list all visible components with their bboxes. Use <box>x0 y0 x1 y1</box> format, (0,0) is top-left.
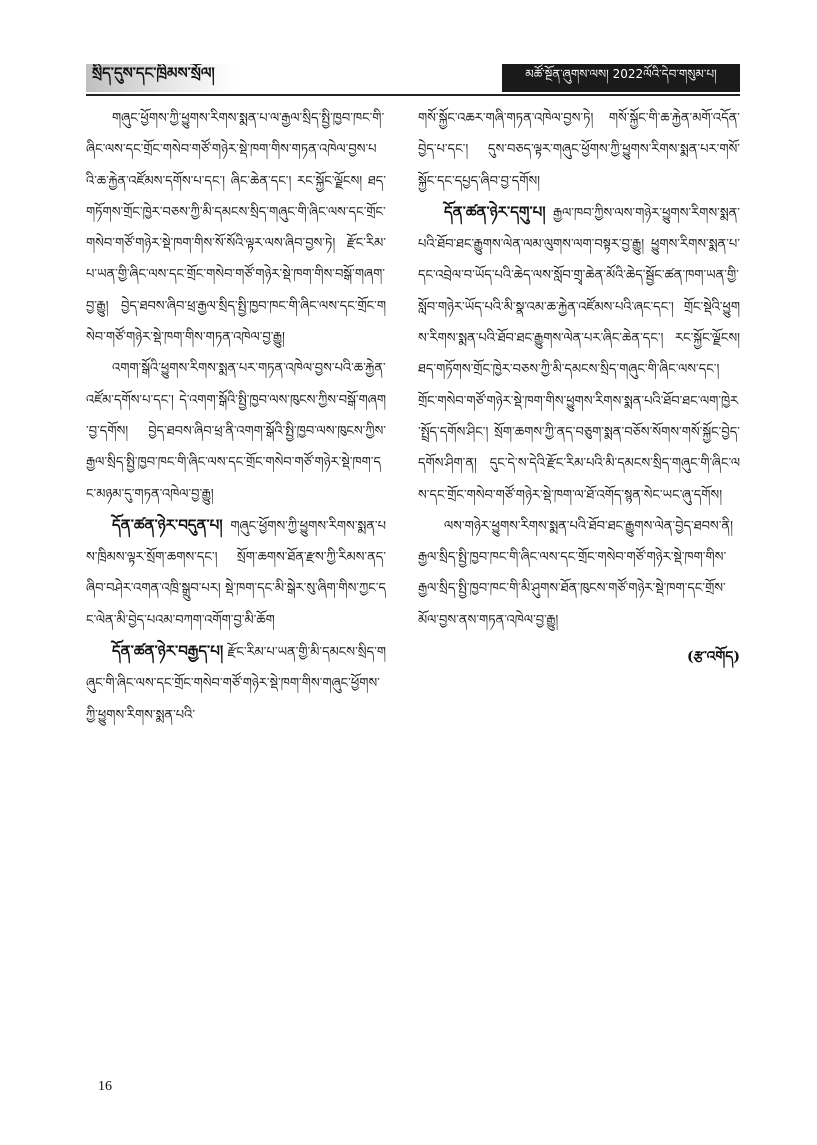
article-paragraph <box>86 510 386 636</box>
article-paragraph <box>86 636 386 731</box>
paragraph-text: གསོ་སྐྱོང་འཆར་གཞི་གཏན་འཁེལ་བྱས་ཏེ། གསོ་སྐྱོང་གི་ཆ་རྐྱེན་མགོ་འདོན་བྱེད་པ་དང་། དུས་བཅད་ལྟར་གཞུང་ཕྱོགས་ཀྱི་ཕྱུགས་རིགས་སྨན་པར་གསོ་སྐྱོང་དང་དཔྱད་ཞིབ་བྱ་དགོས། <box>418 111 740 189</box>
article-title: དོན་ཚན་ཉེར་བདུན་པ། <box>112 515 223 534</box>
publication-title: མཚོ་སྔོན་ཞུགས་ལས། 2022ལོའི་དེབ་གསུམ་པ། <box>502 64 740 92</box>
paragraph-text: ལས་གཉེར་ཕྱུགས་རིགས་སྨན་པའི་ཐོབ་ཐང་རྒྱུགས་ལེན་བྱེད་ཐབས་ནི། རྒྱལ་སྲིད་སྤྱི་ཁྱབ་ཁང་གི་ཞིང་ལས་དང་གྲོང་གསེབ་གཙོ་གཉེར་སྡེ་ཁག་གིས་རྒྱལ་སྲིད་སྤྱི་ཁྱབ་ཁང་གི་མི་ཤུགས་ཐོན་ཁུངས་གཙོ་གཉེར་སྡེ་ཁག་དང་གྲོས་མོལ་བྱས་ནས་གཏན་འཁེལ་བྱ་རྒྱུ། <box>418 518 733 628</box>
paragraph-text: གཞུང་ཕྱོགས་ཀྱི་ཕྱུགས་རིགས་སྨན་པས་ཁྲིམས་ལྟར་སྲོག་ཆགས་དང་། སྲོག་ཆགས་ཐོན་རྫས་ཀྱི་རིམས་ནད་ཞིབ་བཤེར་འགན་འཁྲི་སྒྲུབ་པར། སྡེ་ཁག་དང་མི་སྒེར་སུ་ཞིག་གིས་ཀྱང་དང་ལེན་མི་བྱེད་པའམ་བཀག་འགོག་བྱ་མི་ཆོག <box>86 518 386 628</box>
paragraph <box>86 103 386 353</box>
left-column <box>86 103 386 731</box>
paragraph-text: འགག་སྒོའི་ཕྱུགས་རིགས་སྨན་པར་གཏན་འཁེལ་བྱས་པའི་ཆ་རྐྱེན་འཛོམ་དགོས་པ་དང་། དེ་འགག་སྒོའི་སྤྱི་ཁྱབ་ལས་ཁུངས་ཀྱིས་བསྒོ་གཞག་བྱ་དགོས། བྱེད་ཐབས་ཞིབ་ཕྲ་ནི་འགག་སྒོའི་སྤྱི་ཁྱབ་ལས་ཁུངས་ཀྱིས་རྒྱལ་སྲིད་སྤྱི་ཁྱབ་ཁང་གི་ཞིང་ལས་དང་གྲོང་གསེབ་གཙོ་གཉེར་སྡེ་ཁག་དང་མཉམ་དུ་གཏན་འཁེལ་བྱ་རྒྱུ། <box>86 361 386 502</box>
paragraph <box>86 353 386 509</box>
paragraph-text: རྒྱལ་ཁབ་ཀྱིས་ལས་གཉེར་ཕྱུགས་རིགས་སྨན་པའི་ཐོབ་ཐང་རྒྱུགས་ལེན་ལམ་ལུགས་ལག་བསྟར་བྱ་རྒྱུ། ཕྱུགས་རིགས་སྨན་པ་དང་འབྲེལ་བ་ཡོད་པའི་ཆེད་ལས་སློབ་གྲྭ་ཆེན་མོའི་ཆེད་སྦྱོང་ཚན་ཁག་ཡན་གྱི་སློབ་གཉེར་ཡོད་པའི་མི་སྣ་འམ་ཆ་རྐྱེན་འཛོམས་པའི་ཞང་དང་། གྲོང་སྡེའི་ཕྱུགས་རིགས་སྨན་པའི་ཐོབ་ཐང་རྒྱུགས་ལེན་པར་ཞིང་ཆེན་དང་། རང་སྐྱོང་ལྗོངས། ཐད་གཏོགས་གྲོང་ཁྱེར་བཅས་ཀྱི་མི་དམངས་སྲིད་གཞུང་གི་ཞིང་ལས་དང་། གྲོང་གསེབ་གཙོ་གཉེར་སྡེ་ཁག་གིས་ཕྱུགས་རིགས་སྨན་པའི་ཐོབ་ཐང་ལག་ཁྱེར་སྤྲོད་དགོས་ཤིང་། སྲོག་ཆགས་ཀྱི་ནད་བཅུག་སྨན་བཅོས་སོགས་གསོ་སྐྱོང་བྱེད་དགོས་ཤིག་ན། དུང་དེ་ས་དེའི་རྫོང་རིམ་པའི་མི་དམངས་སྲིད་གཞུང་གི་ཞིང་ལས་དང་གྲོང་གསེབ་གཙོ་གཉེར་སྡེ་ཁག་ལ་ཐོ་འགོད་སྙན་སེང་ཡང་ཞུ་དགོས། <box>418 205 740 503</box>
header-rule <box>86 94 740 96</box>
source-signature: (རྩ་འགོད) <box>686 649 740 666</box>
paragraph <box>418 511 740 636</box>
article-paragraph <box>418 197 740 511</box>
running-header <box>86 64 740 94</box>
article-title: དོན་ཚན་ཉེར་དགུ་པ། <box>444 202 546 221</box>
article-title: དོན་ཚན་ཉེར་བརྒྱད་པ། <box>112 642 224 661</box>
paragraph-text: རྫོང་རིམ་པ་ཡན་གྱི་མི་དམངས་སྲིད་གཞུང་གི་ཞིང་ལས་དང་གྲོང་གསེབ་གཙོ་གཉེར་སྡེ་ཁག་གིས་གཞུང་ཕྱོགས་ཀྱི་ཕྱུགས་རིགས་སྨན་པའི་ <box>86 645 386 723</box>
paragraph-continuation <box>418 103 740 197</box>
paragraph-text: གཞུང་ཕྱོགས་ཀྱི་ཕྱུགས་རིགས་སྨན་པ་ལ་རྒྱལ་སྲིད་སྤྱི་ཁྱབ་ཁང་གི་ཞིང་ལས་དང་གྲོང་གསེབ་གཙོ་གཉེར་སྡེ་ཁག་གིས་གཏན་འཁེལ་བྱས་པའི་ཆ་རྐྱེན་འཛོམས་དགོས་པ་དང་། ཞིང་ཆེན་དང་། རང་སྐྱོང་ལྗོངས། ཐད་གཏོགས་གྲོང་ཁྱེར་བཅས་ཀྱི་མི་དམངས་སྲིད་གཞུང་གི་ཞིང་ལས་དང་གྲོང་གསེབ་གཙོ་གཉེར་སྡེ་ཁག་གིས་སོ་སོའི་ལྟར་ལས་ཞིབ་བྱས་ཏེ། རྫོང་རིམ་པ་ཡན་གྱི་ཞིང་ལས་དང་གྲོང་གསེབ་གཙོ་གཉེར་སྡེ་ཁག་གིས་བསྒོ་གཞག་བྱ་རྒྱུ། བྱེད་ཐབས་ཞིབ་ཕྲ་རྒྱལ་སྲིད་སྤྱི་ཁྱབ་ཁང་གི་ཞིང་ལས་དང་གྲོང་གསེབ་གཙོ་གཉེར་སྡེ་ཁག་གིས་གཏན་འཁེལ་བྱ་རྒྱུ། <box>86 111 386 346</box>
section-title: སྲིད་དུས་དང་ཁྲིམས་སྲོལ། <box>86 64 236 92</box>
page-number: 16 <box>98 1079 112 1094</box>
right-column <box>418 103 740 673</box>
